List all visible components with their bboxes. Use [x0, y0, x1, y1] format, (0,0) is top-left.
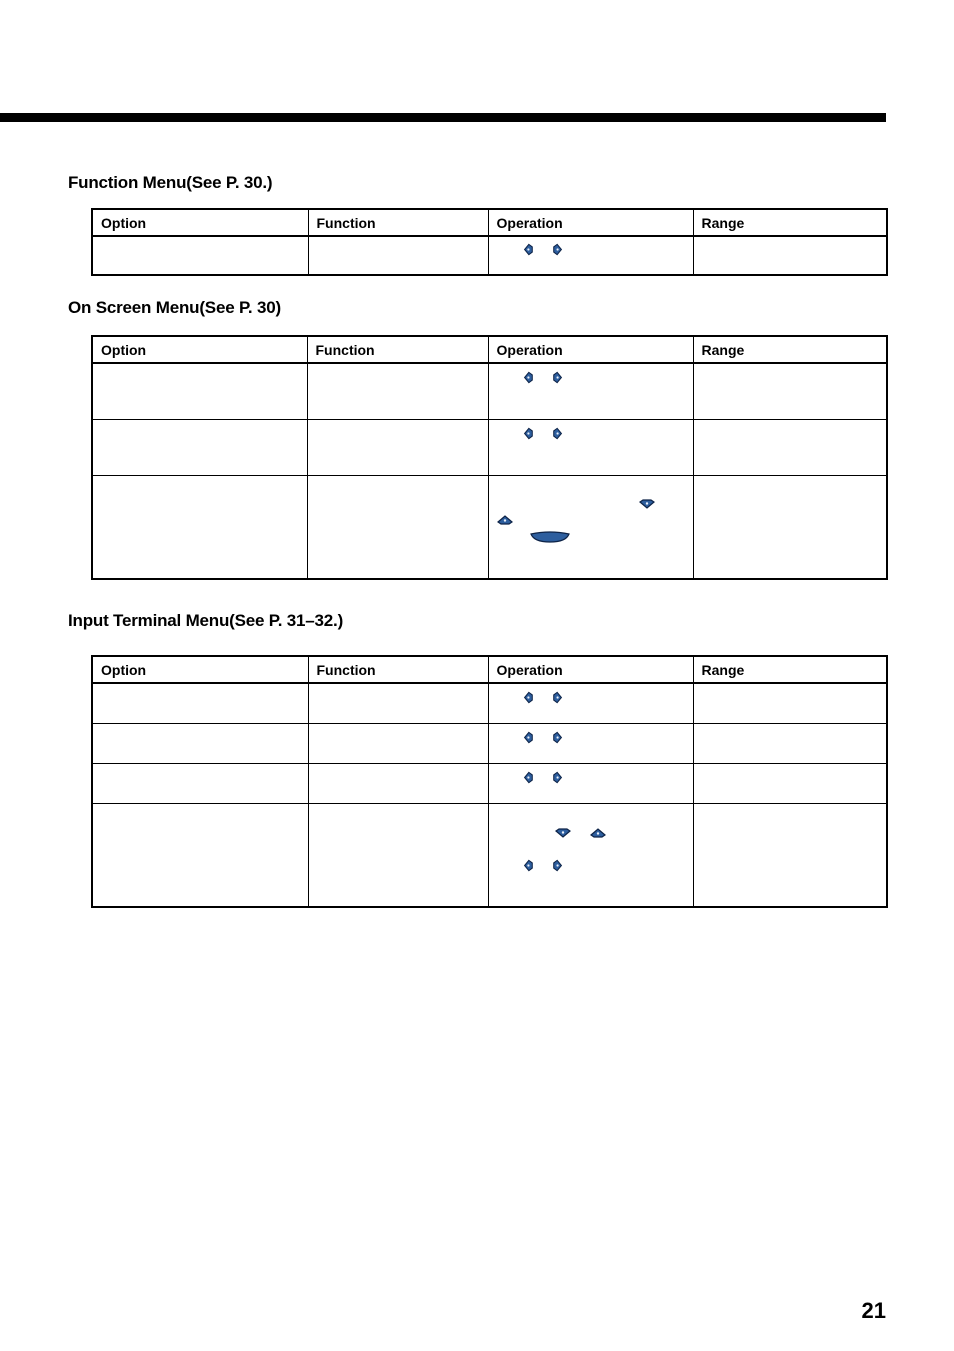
- range-cell: [693, 363, 887, 419]
- table-row: [92, 723, 887, 763]
- top-rule: [0, 113, 886, 122]
- function-menu-table: [91, 208, 888, 276]
- enter-button-icon: [530, 531, 570, 543]
- option-column-header: Option: [92, 336, 307, 363]
- option-column-header: Option: [92, 656, 308, 683]
- left-arrow-button-icon: [522, 242, 534, 257]
- function-cell: [307, 419, 488, 475]
- right-arrow-button-icon: [552, 858, 564, 873]
- option-cell: [92, 803, 308, 907]
- range-cell: [693, 236, 887, 275]
- right-arrow-button-icon: [552, 242, 564, 257]
- left-arrow-button-icon: [522, 858, 534, 873]
- operation-column-header: Operation: [488, 656, 693, 683]
- right-arrow-button-icon: [552, 730, 564, 745]
- range-cell: [693, 683, 887, 723]
- table-row: [92, 763, 887, 803]
- input-terminal-menu-title: Input Terminal Menu(See P. 31–32.): [68, 611, 344, 630]
- option-cell: [92, 763, 308, 803]
- function-cell: [308, 763, 488, 803]
- operation-cell: [488, 723, 693, 763]
- right-arrow-button-icon: [552, 690, 564, 705]
- up-arrow-button-icon: [590, 828, 606, 838]
- range-cell: [693, 723, 887, 763]
- option-cell: [92, 683, 308, 723]
- option-cell: [92, 475, 307, 579]
- operation-cell: [488, 475, 693, 579]
- operation-cell: [488, 763, 693, 803]
- function-cell: [307, 363, 488, 419]
- operation-cell: [488, 419, 693, 475]
- range-cell: [693, 763, 887, 803]
- left-arrow-button-icon: [522, 370, 534, 385]
- function-cell: [308, 683, 488, 723]
- option-cell: [92, 419, 307, 475]
- on-screen-menu-table: [91, 335, 888, 580]
- operation-column-header: Operation: [488, 336, 693, 363]
- input-terminal-menu-table: [91, 655, 888, 908]
- left-arrow-button-icon: [522, 426, 534, 441]
- option-cell: [92, 363, 307, 419]
- operation-cell: [488, 236, 693, 275]
- range-cell: [693, 803, 887, 907]
- function-cell: [308, 723, 488, 763]
- operation-cell: [488, 363, 693, 419]
- right-arrow-button-icon: [552, 370, 564, 385]
- function-column-header: Function: [308, 656, 488, 683]
- range-column-header: Range: [693, 656, 887, 683]
- table-row: [92, 419, 887, 475]
- range-column-header: Range: [693, 336, 887, 363]
- table-row: [92, 236, 887, 275]
- function-cell: [307, 475, 488, 579]
- left-arrow-button-icon: [522, 770, 534, 785]
- table-row: [92, 803, 887, 907]
- down-arrow-button-icon: [639, 499, 655, 509]
- up-arrow-button-icon: [497, 515, 513, 525]
- table-header-row: [92, 336, 887, 363]
- option-cell: [92, 236, 308, 275]
- function-menu-title: Function Menu(See P. 30.): [68, 173, 273, 192]
- down-arrow-button-icon: [555, 828, 571, 838]
- function-cell: [308, 803, 488, 907]
- right-arrow-button-icon: [552, 426, 564, 441]
- range-cell: [693, 475, 887, 579]
- option-cell: [92, 723, 308, 763]
- table-row: [92, 475, 887, 579]
- function-column-header: Function: [307, 336, 488, 363]
- table-header-row: [92, 209, 887, 236]
- function-cell: [308, 236, 488, 275]
- table-header-row: [92, 656, 887, 683]
- left-arrow-button-icon: [522, 690, 534, 705]
- operation-cell: [488, 803, 693, 907]
- option-column-header: Option: [92, 209, 308, 236]
- range-cell: [693, 419, 887, 475]
- table-row: [92, 683, 887, 723]
- right-arrow-button-icon: [552, 770, 564, 785]
- page-number: 21: [861, 1298, 886, 1323]
- range-column-header: Range: [693, 209, 887, 236]
- on-screen-menu-title: On Screen Menu(See P. 30): [68, 298, 281, 317]
- operation-cell: [488, 683, 693, 723]
- operation-column-header: Operation: [488, 209, 693, 236]
- left-arrow-button-icon: [522, 730, 534, 745]
- table-row: [92, 363, 887, 419]
- function-column-header: Function: [308, 209, 488, 236]
